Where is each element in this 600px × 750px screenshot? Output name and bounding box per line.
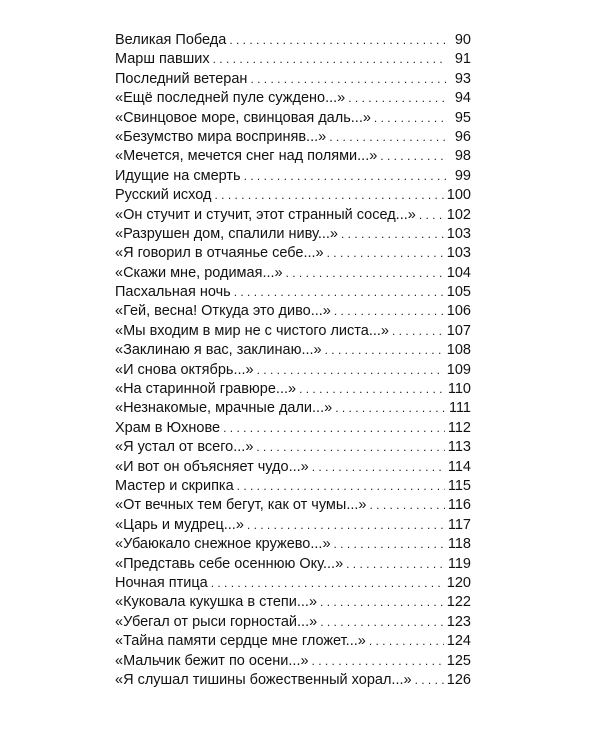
toc-dot-leader [374,109,446,128]
toc-entry-page-number: 104 [446,264,471,281]
toc-entry-title: «Представь себе осеннюю Оку...» [115,555,344,572]
toc-entry [115,593,471,612]
toc-entry [115,671,471,690]
toc-dot-leader [214,186,443,205]
toc-entry-title: Русский исход [115,187,212,204]
toc-entry-page-number: 116 [447,497,471,514]
toc-entry-title: «Разрушен дом, спалили ниву...» [115,225,338,242]
toc-dot-leader [286,264,444,283]
toc-entry-page-number: 110 [447,381,471,398]
toc-entry-title: «От вечных тем бегут, как от чумы...» [115,497,367,514]
toc-dot-leader [256,438,444,457]
toc-dot-leader [257,361,444,380]
toc-entry-title: «Царь и мудрец...» [115,516,244,533]
toc-entry-title: «На старинной гравюре...» [115,381,297,398]
toc-entry [115,147,471,166]
toc-entry [115,302,471,321]
toc-entry-page-number: 109 [446,361,471,378]
toc-entry-title: Великая Победа [115,32,227,48]
toc-entry-page-number: 107 [446,322,471,339]
toc-entry-title: «Я говорил в отчаянье себе...» [115,245,324,262]
toc-entry [115,283,471,302]
toc-entry [115,438,471,457]
toc-entry-page-number: 94 [454,90,471,107]
toc-entry-page-number: 113 [447,439,471,456]
toc-dot-leader [380,147,446,166]
toc-dot-leader [213,50,446,69]
toc-entry-page-number: 120 [446,574,471,591]
toc-entry [115,341,471,360]
toc-dot-leader [335,399,446,418]
toc-dot-leader [299,380,445,399]
toc-dot-leader [237,477,445,496]
toc-entry-title: «Безумство мира восприняв...» [115,128,327,145]
toc-entry-title: «Незнакомые, мрачные дали...» [115,400,333,417]
toc-entry [115,50,471,69]
toc-entry-page-number: 117 [447,516,471,533]
toc-entry-page-number: 119 [447,555,471,572]
toc-entry-title: Храм в Юхнове [115,419,221,436]
toc-entry [115,206,471,225]
toc-entry-page-number: 111 [448,400,471,417]
toc-entry [115,264,471,283]
toc-entry [115,380,471,399]
toc-entry-title: «Свинцовое море, свинцовая даль...» [115,109,371,126]
toc-dot-leader [369,496,444,515]
toc-entry-title: «Скажи мне, родимая...» [115,264,283,281]
toc-dot-leader [211,574,444,593]
toc-entry-title: «Он стучит и стучит, этот странный сосед...» [115,206,416,223]
toc-entry-title: Ночная птица [115,574,208,591]
toc-entry [115,632,471,651]
toc-dot-leader [415,671,444,690]
toc-entry-page-number: 93 [454,70,471,87]
toc-dot-leader [327,244,444,263]
toc-entry [115,574,471,593]
toc-dot-leader [334,535,445,554]
toc-entry-title: «Ещё последней пуле суждено...» [115,90,346,107]
toc-entry-page-number: 108 [446,342,471,359]
toc-entry-page-number: 106 [446,303,471,320]
toc-entry [115,31,471,50]
toc-entry-title: Идущие на смерть [115,167,241,184]
toc-entry [115,477,471,496]
toc-entry [115,652,471,671]
toc-entry [115,70,471,89]
toc-entry-page-number: 98 [454,148,471,165]
toc-entry-page-number: 103 [446,245,471,262]
toc-entry-title: «Убегал от рыси горностай...» [115,613,318,630]
toc-dot-leader [320,613,444,632]
toc-entry-title: «Гей, весна! Откуда это диво...» [115,303,331,320]
toc-dot-leader [369,632,444,651]
toc-entry-page-number: 112 [447,419,471,436]
toc-entry-page-number: 96 [454,128,471,145]
toc-dot-leader [325,341,444,360]
toc-entry-title: «Мечется, мечется снег над полями...» [115,148,378,165]
toc-entry [115,186,471,205]
toc-dot-leader [346,555,445,574]
toc-entry-page-number: 100 [446,187,471,204]
toc-entry-page-number: 122 [446,594,471,611]
toc-entry-title: «Куковала кукушка в степи...» [115,594,318,611]
toc-dot-leader [247,516,445,535]
toc-dot-leader [392,322,444,341]
toc-entry [115,399,471,418]
toc-entry-page-number: 125 [446,652,471,669]
toc-entry [115,516,471,535]
toc-entry-page-number: 114 [447,458,471,475]
toc-entry [115,89,471,108]
toc-entry-title: «Убаюкало снежное кружево...» [115,536,331,553]
toc-entry-title: Мастер и скрипка [115,477,234,494]
toc-entry-title: Марш павших [115,51,210,68]
toc-entry-title: «Я устал от всего...» [115,439,254,456]
toc-dot-leader [229,31,446,50]
toc-entry [115,361,471,380]
toc-entry-page-number: 118 [447,536,471,553]
toc-entry-page-number: 105 [446,284,471,301]
toc-dot-leader [320,593,444,612]
toc-entry [115,167,471,186]
toc-entry-title: «Мы входим в мир не с чистого листа...» [115,322,389,339]
table-of-contents [115,31,471,690]
toc-dot-leader [312,458,445,477]
toc-entry-page-number: 115 [447,477,471,494]
toc-entry [115,419,471,438]
toc-entry-page-number: 102 [446,206,471,223]
toc-entry-page-number: 95 [454,109,471,126]
toc-dot-leader [419,206,444,225]
toc-entry [115,128,471,147]
toc-entry [115,555,471,574]
toc-dot-leader [312,652,444,671]
toc-entry-title: «И снова октябрь...» [115,361,254,378]
toc-entry-title: «И вот он объясняет чудо...» [115,458,309,475]
toc-entry [115,458,471,477]
toc-entry-title: «Мальчик бежит по осени...» [115,652,309,669]
toc-entry-title: Пасхальная ночь [115,284,231,301]
toc-entry-page-number: 103 [446,225,471,242]
toc-entry-page-number: 91 [454,51,471,68]
toc-entry-title: «Тайна памяти сердце мне гложет...» [115,633,366,650]
toc-entry-page-number: 123 [446,613,471,630]
toc-entry [115,496,471,515]
toc-entry [115,244,471,263]
toc-dot-leader [234,283,444,302]
toc-entry [115,535,471,554]
toc-entry-title: «Я слушал тишины божественный хорал...» [115,671,412,688]
toc-entry [115,322,471,341]
toc-dot-leader [223,419,445,438]
toc-dot-leader [250,70,446,89]
toc-dot-leader [244,167,446,186]
toc-dot-leader [334,302,444,321]
toc-entry-title: Последний ветеран [115,70,248,87]
toc-dot-leader [329,128,446,147]
toc-dot-leader [348,89,446,108]
toc-entry-page-number: 99 [454,167,471,184]
toc-entry-page-number: 90 [454,32,471,48]
toc-entry [115,109,471,128]
toc-entry [115,225,471,244]
toc-entry-title: «Заклинаю я вас, заклинаю...» [115,342,322,359]
toc-dot-leader [341,225,444,244]
toc-entry-page-number: 124 [446,633,471,650]
toc-entry [115,613,471,632]
toc-entry-page-number: 126 [446,671,471,688]
